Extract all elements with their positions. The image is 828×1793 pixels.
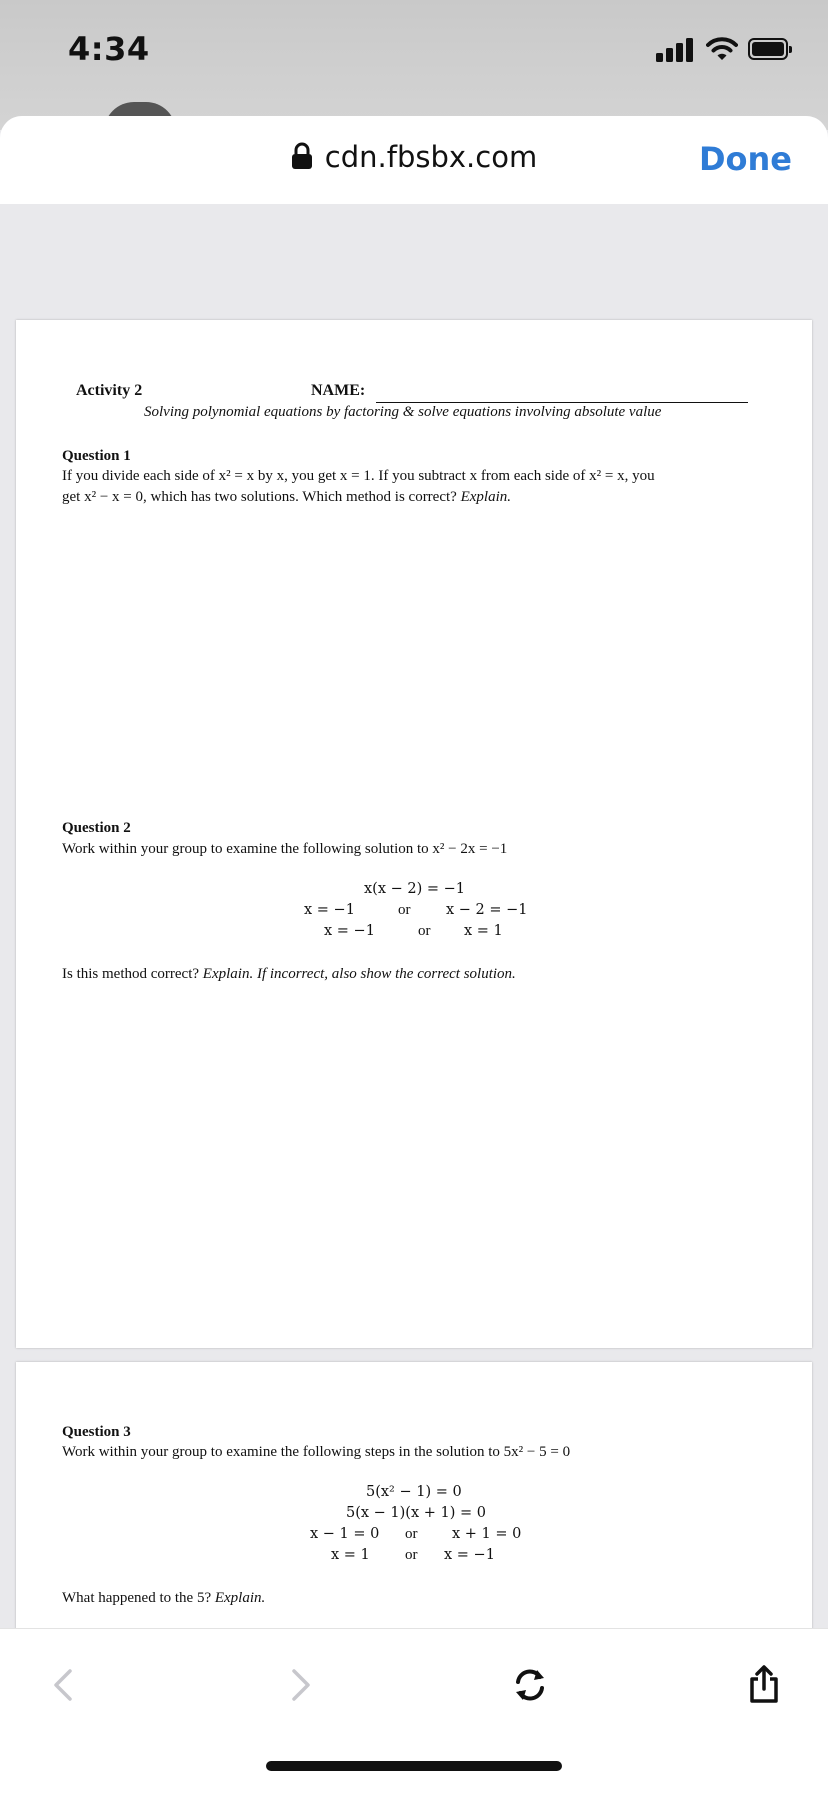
activity-title: Activity 2: [76, 382, 143, 399]
q2-step-3-left: x = −1: [324, 923, 375, 939]
url-text: cdn.fbsbx.com: [324, 140, 538, 174]
status-icons: [656, 36, 796, 64]
subtitle: Solving polynomial equations by factoring & solve equations involving absolute value: [144, 404, 662, 420]
q3-step-3-right: x + 1 = 0: [452, 1526, 522, 1542]
q2-step-2-left: x = −1: [304, 902, 355, 918]
q3-step-3-or: or: [405, 1526, 418, 1542]
document-page-1: [16, 320, 812, 1348]
q3-step-4-or: or: [405, 1547, 418, 1563]
q1-line1: If you divide each side of x² = x by x, you get x = 1. If you subtract x from each side of x² = x, you: [62, 468, 655, 484]
q3-step-2: 5(x − 1)(x + 1) = 0: [346, 1505, 486, 1521]
q3-step-3-left: x − 1 = 0: [310, 1526, 380, 1542]
home-indicator: [266, 1761, 562, 1771]
chevron-left-icon[interactable]: [44, 1665, 84, 1705]
q3-step-4-left: x = 1: [331, 1547, 370, 1563]
q2-title: Question 2: [62, 820, 131, 836]
url-bar: [0, 116, 828, 205]
q2-question: Is this method correct? Explain. If incorrect, also show the correct solution.: [62, 966, 516, 982]
share-icon[interactable]: [744, 1665, 784, 1705]
q3-title: Question 3: [62, 1424, 131, 1440]
q2-step-2-right: x − 2 = −1: [446, 902, 528, 918]
q2-step-3-or: or: [418, 923, 431, 939]
q2-step-1: x(x − 2) = −1: [364, 881, 466, 897]
q1-line2: get x² − x = 0, which has two solutions. Which method is correct? Explain.: [62, 489, 511, 505]
lock-icon: [291, 142, 313, 170]
q1-title: Question 1: [62, 448, 131, 464]
name-blank-line: [376, 402, 748, 403]
q3-step-4-right: x = −1: [444, 1547, 495, 1563]
document-viewer[interactable]: [0, 204, 828, 1644]
q3-step-1: 5(x² − 1) = 0: [366, 1484, 462, 1500]
q3-question: What happened to the 5? Explain.: [62, 1590, 266, 1606]
wifi-icon: [706, 36, 738, 62]
q2-step-2-or: or: [398, 902, 411, 918]
chevron-right-icon[interactable]: [280, 1665, 320, 1705]
q2-prompt: Work within your group to examine the following solution to x² − 2x = −1: [62, 841, 508, 857]
status-time: 4:34: [68, 30, 150, 68]
refresh-icon[interactable]: [510, 1665, 550, 1705]
name-label: NAME:: [311, 382, 366, 399]
signal-icon: [656, 38, 696, 62]
q2-step-3-right: x = 1: [464, 923, 503, 939]
battery-icon: [748, 38, 788, 60]
done-button[interactable]: Done: [698, 140, 792, 178]
browser-sheet: [0, 116, 828, 1792]
q3-prompt: Work within your group to examine the following steps in the solution to 5x² − 5 = 0: [62, 1444, 571, 1460]
